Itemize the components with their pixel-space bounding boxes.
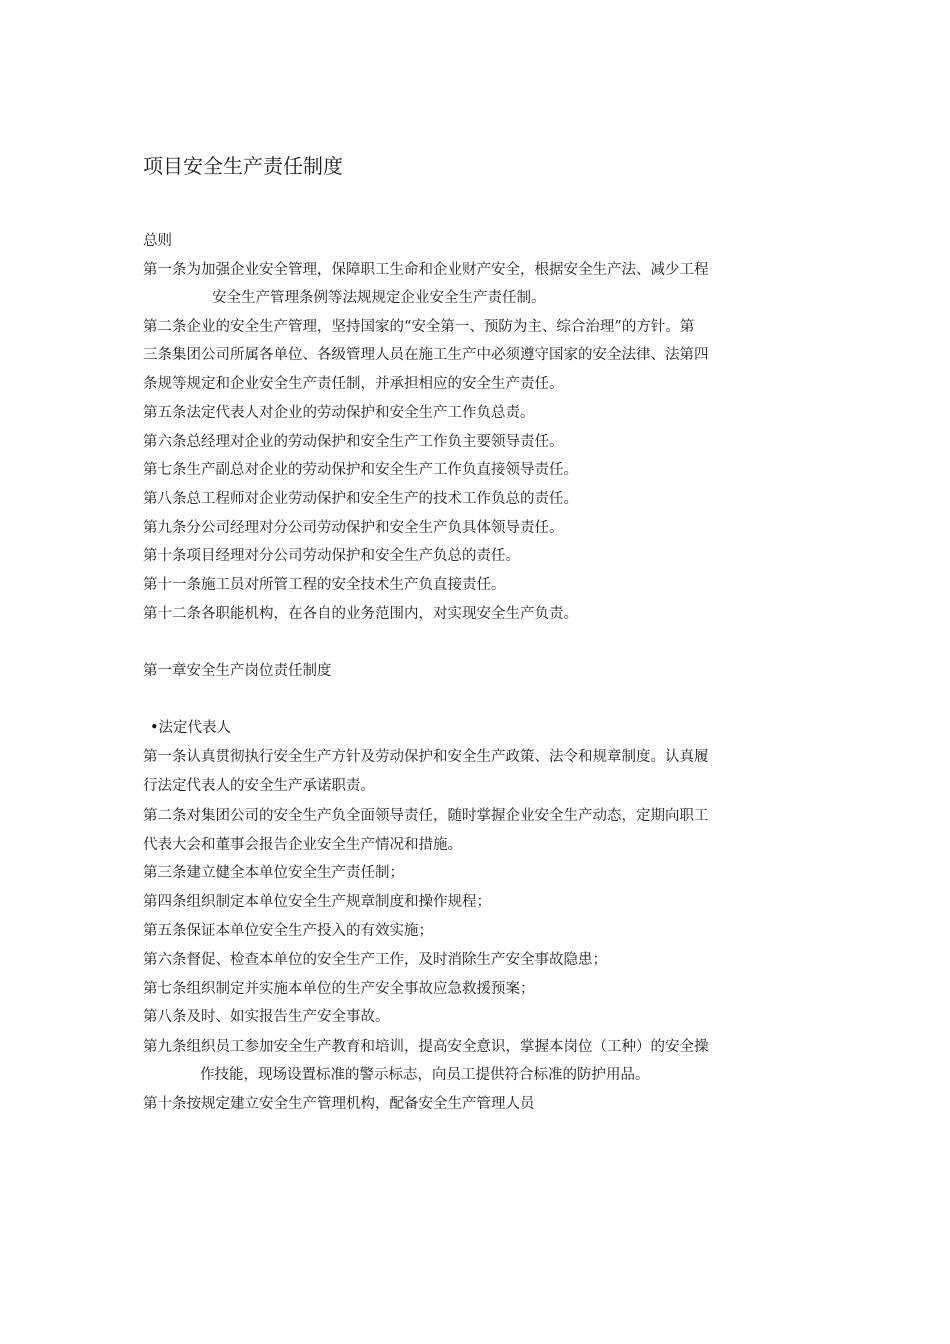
general-line: 第十二条各职能机构，在各自的业务范围内，对实现安全生产负责。 <box>143 606 578 622</box>
general-line: 第二条企业的安全生产管理，坚持国家的“安全第一、预防为主、综合治理”的方针。第 <box>143 319 695 335</box>
section-line: 第十条按规定建立安全生产管理机构，配备安全生产管理人员 <box>143 1096 535 1112</box>
general-line: 第八条总工程师对企业劳动保护和安全生产的技术工作负总的责任。 <box>143 491 578 507</box>
document-title: 项目安全生产责任制度 <box>143 154 343 178</box>
general-line: 第五条法定代表人对企业的劳动保护和安全生产工作负总责。 <box>143 405 535 421</box>
section-line: 第九条组织员工参加安全生产教育和培训，提高安全意识，掌握本岗位（工种）的安全操 <box>143 1039 709 1055</box>
section-line: 行法定代表人的安全生产承诺职责。 <box>143 778 375 794</box>
section-line: 第八条及时、如实报告生产安全事故。 <box>143 1009 390 1025</box>
general-line: 第六条总经理对企业的劳动保护和安全生产工作负主要领导责任。 <box>143 434 564 450</box>
general-line: 第七条生产副总对企业的劳动保护和安全生产工作负直接领导责任。 <box>143 462 578 478</box>
general-line: 第一条为加强企业安全管理，保障职工生命和企业财产安全，根据安全生产法、减少工程 <box>143 262 709 278</box>
general-line: 第十一条施工员对所管工程的安全技术生产负直接责任。 <box>143 577 506 593</box>
section-line: 第二条对集团公司的安全生产负全面领导责任，随时掌握企业安全生产动态，定期向职工 <box>143 808 709 824</box>
general-line: 条规等规定和企业安全生产责任制，并承担相应的安全生产责任。 <box>143 376 564 392</box>
section-line: 第五条保证本单位安全生产投入的有效实施； <box>143 923 433 939</box>
section-line: 作技能，现场设置标准的警示标志，向员工提供符合标准的防护用品。 <box>200 1067 650 1083</box>
general-heading: 总则 <box>143 233 172 249</box>
section-line: 第三条建立健全本单位安全生产责任制； <box>143 865 404 881</box>
general-line: 第九条分公司经理对分公司劳动保护和安全生产负具体领导责任。 <box>143 520 564 536</box>
section-heading: •法定代表人 <box>150 720 232 736</box>
section-line: 第四条组织制定本单位安全生产规章制度和操作规程； <box>143 894 491 910</box>
chapter-heading: 第一章安全生产岗位责任制度 <box>143 663 332 679</box>
section-line: 第七条组织制定并实施本单位的生产安全事故应急救援预案； <box>143 981 535 997</box>
general-line: 安全生产管理条例等法规规定企业安全生产责任制。 <box>212 290 546 306</box>
general-line: 第十条项目经理对分公司劳动保护和安全生产负总的责任。 <box>143 548 520 564</box>
section-line: 第一条认真贯彻执行安全生产方针及劳动保护和安全生产政策、法令和规章制度。认真履 <box>143 749 709 765</box>
general-line: 三条集团公司所属各单位、各级管理人员在施工生产中必须遵守国家的安全法律、法第四 <box>143 347 709 363</box>
section-line: 代表大会和董事会报告企业安全生产情况和措施。 <box>143 837 462 853</box>
section-line: 第六条督促、检查本单位的安全生产工作，及时消除生产安全事故隐患； <box>143 952 607 968</box>
